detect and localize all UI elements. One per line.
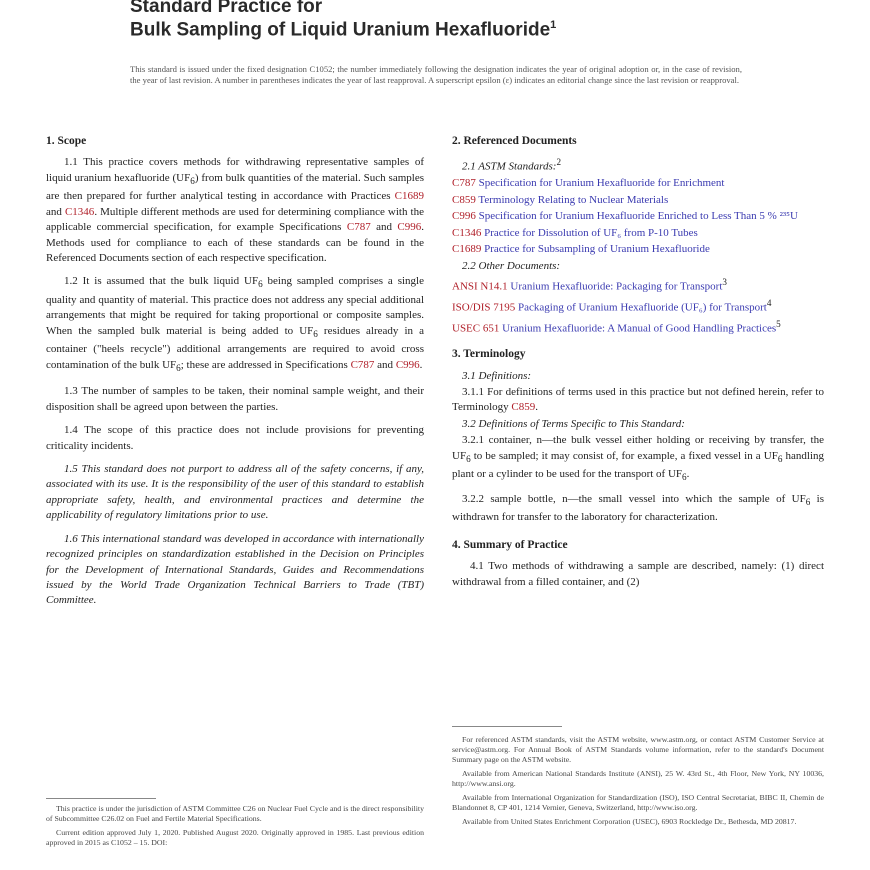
footnote-4: Available from International Organization for Standardization (ISO), ISO Central Secretariat, BIBC II, Chemin de Blandonnet 8, CP 401, 1214 Vernier, Geneva, Switzerland, http://www.iso.org. xyxy=(452,793,824,812)
ref-link[interactable]: C996 xyxy=(397,221,422,234)
footnote-1-edition: Current edition approved July 1, 2020. Published August 2020. Originally approved in 1985. Last previous edition approved in 2015 as C1052 – 15. DOI: xyxy=(46,828,424,847)
reference-item[interactable]: C1689 Practice for Subsampling of Uranium Hexafluoride xyxy=(452,243,710,256)
reference-item[interactable]: C787 Specification for Uranium Hexafluoride for Enrichment xyxy=(452,177,725,190)
title-line-1: Standard Practice for xyxy=(130,0,323,17)
paragraph-3-2: 3.2 Definitions of Terms Specific to This Standard: xyxy=(462,417,685,430)
paragraph-1-3: 1.3 The number of samples to be taken, their nominal sample weight, and their disposition shall be agreed upon between the parties. xyxy=(46,385,424,413)
footnote-rule-right xyxy=(452,726,562,727)
reference-item[interactable]: ANSI N14.1 Uranium Hexafluoride: Packaging for Transport$^3$ xyxy=(452,276,727,293)
ref-link[interactable]: C859 xyxy=(511,401,536,414)
reference-item[interactable]: USEC 651 Uranium Hexafluoride: A Manual of Good Handling Practices$^5$ xyxy=(452,319,781,335)
paragraph-1-5: 1.5 This standard does not purport to address all of the safety concerns, if any, associated with its use. It is the responsibility of the user of this standard to establish appropriate safety, health, and environmental practices and determine the applicability of regulatory limitations prior to use. xyxy=(46,463,424,522)
reference-item[interactable]: C1346 Practice for Dissolution of UF₆ from P-10 Tubes xyxy=(452,226,698,239)
ref-link[interactable]: C1689 xyxy=(394,190,424,203)
ref-link[interactable]: C787 xyxy=(350,358,375,371)
paragraph-1-4: 1.4 The scope of this practice does not include provisions for preventing criticality incidents. xyxy=(46,424,424,452)
paragraph-3-2-1: 3.2.1 container, n—the bulk vessel either holding or receiving by transfer, the $UF_6$ to be sampled; it may consist of, for example, a fixed vessel in a $UF_6$ handling plant or a cylinder to be used for the transport of $UF_6$. xyxy=(452,434,825,483)
footnote-rule-left xyxy=(46,798,156,799)
footnote-3: Available from American National Standards Institute (ANSI), 25 W. 43rd St., 4th Floor, New York, NY 10036, http://www.ansi.org. xyxy=(452,769,824,788)
footnote-2: For referenced ASTM standards, visit the ASTM website, www.astm.org, or contact ASTM Customer Service at service@astm.org. For Annual Book of ASTM Standards volume information, refer to the standard's Document Summary page on the ASTM website. xyxy=(452,735,824,764)
ref-link[interactable]: C996 xyxy=(395,358,420,371)
section-heading-summary: 4. Summary of Practice xyxy=(452,538,568,551)
reference-item[interactable]: C859 Terminology Relating to Nuclear Materials xyxy=(452,193,669,206)
paragraph-4-1: 4.1 Two methods of withdrawing a sample are described, namely: (1) direct withdrawal from a filled container, and (2) xyxy=(452,560,824,588)
left-column xyxy=(46,134,424,617)
section-heading-terminology: 3. Terminology xyxy=(452,348,526,361)
other-reference-list xyxy=(452,275,824,337)
reference-item[interactable]: ISO/DIS 7195 Packaging of Uranium Hexafluoride (UF₆) for Transport$^4$ xyxy=(452,297,772,314)
paragraph-3-1-1: 3.1.1 For definitions of terms used in this practice but not defined herein, refer to Terminology C859. xyxy=(452,385,824,414)
paragraph-3-1: 3.1 Definitions: xyxy=(462,369,532,382)
title-line-2: Bulk Sampling of Liquid Uranium Hexafluoride$^1$ xyxy=(130,19,557,41)
paragraph-3-2-2: 3.2.2 sample bottle, n—the small vessel into which the sample of $UF_6$ is withdrawn for transfer to the laboratory for characterization. xyxy=(452,492,824,524)
reference-item[interactable]: C996 Specification for Uranium Hexafluoride Enriched to Less Than 5 % ²³⁵U xyxy=(452,210,798,223)
ref-link[interactable]: C1346 xyxy=(64,205,95,218)
designation-notice: This standard is issued under the fixed designation C1052; the number immediately following the designation indicates the year of original adoption or, in the case of revision, the year of last revision. A number in parentheses indicates the year of last reapproval. A superscript epsilon (ε) indicates an editorial change since the last revision or reapproval. xyxy=(130,64,742,85)
paragraph-1-6: 1.6 This international standard was developed in accordance with internationally recognized principles on standardization established in the Decision on Principles for the Development of International Standards, Guides and Recommendations issued by the World Trade Organization Technical Barriers to Trade (TBT) Committee. xyxy=(46,532,424,607)
ref-link[interactable]: C787 xyxy=(346,221,371,234)
astm-standards-label: 2.1 ASTM Standards:$^2$ xyxy=(462,157,562,174)
section-heading-references: 2. Referenced Documents xyxy=(452,135,577,147)
other-documents-label: 2.2 Other Documents: xyxy=(462,259,561,272)
paragraph-1-1: 1.1 This practice covers methods for withdrawing representative samples of liquid uranium hexafluoride $(UF_6)$ from bulk quantities of the material. Such samples are then prepared for further analytical testing in accordance with Practices C1689 and C1346. Multiple different methods are used for determining compliance with the applicable commercial specification, for example Specifications C787 and C996. Methods used for compliance to each of these standards can be found in the Referenced Documents section of each respective specification. xyxy=(46,156,424,265)
footnote-5: Available from United States Enrichment Corporation (USEC), 6903 Rockledge Dr., Bethesda, MD 20817. xyxy=(462,817,797,826)
right-column xyxy=(452,134,824,598)
footnotes-right xyxy=(452,735,824,831)
footnote-1: This practice is under the jurisdiction of ASTM Committee C26 on Nuclear Fuel Cycle and is the direct responsibility of Subcommittee C26.02 on Fuel and Fertile Material Specifications. xyxy=(46,804,424,823)
paragraph-1-2: 1.2 It is assumed that the bulk liquid $UF_6$ being sampled comprises a single quality and quantity of material. This practice does not address any special additional arrangements that might be required for taking proportional or composite samples. When the sampled bulk material is being added to $UF_6$ residues already in a container ("heels recycle") additional arrangements are required to avoid cross contamination of the bulk $UF_6$; these are addressed in Specifications C787 and C996. xyxy=(46,275,425,374)
footnotes-left xyxy=(46,804,424,852)
section-heading-scope: 1. Scope xyxy=(46,135,87,147)
astm-reference-list xyxy=(452,176,824,257)
